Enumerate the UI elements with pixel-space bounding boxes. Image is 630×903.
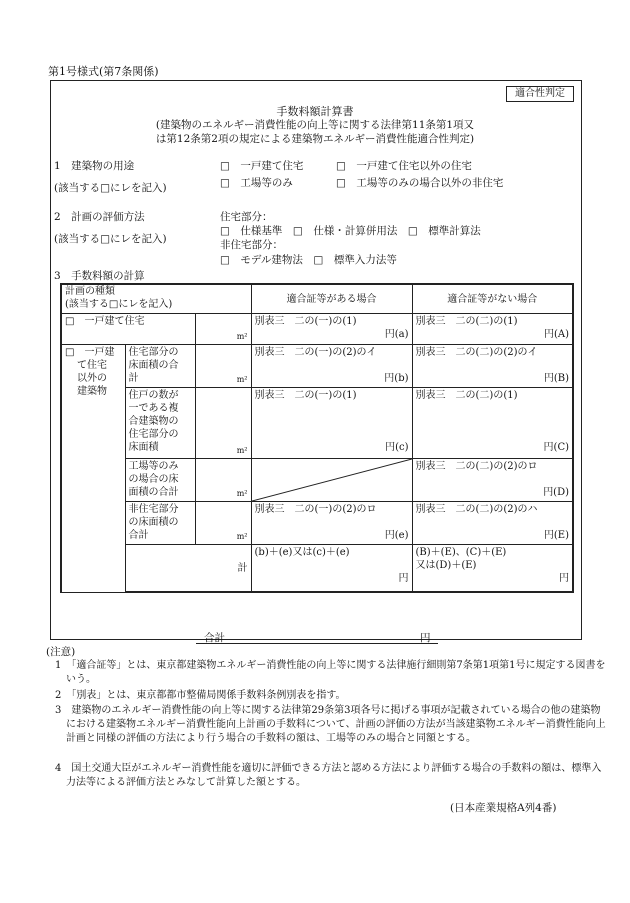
paper-size-footer: (日本産業規格A列4番) [450, 802, 557, 814]
fee-calculation-label: 3 手数料額の計算 [54, 270, 145, 282]
area-unit[interactable]: m² [195, 459, 251, 502]
form-number: 第1号様式(第7条関係) [48, 65, 159, 78]
evaluation-method-label: 2 計画の評価方法 [54, 211, 145, 223]
grand-total-unit: 円 [420, 632, 431, 644]
table-row-subtotal [61, 545, 573, 593]
note-1: 1 「適合証等」とは、東京都建築物エネルギー消費性能の向上等に関する法律施行細則第7条第1項第1号に規定する図書をいう。 [55, 660, 606, 685]
nonresidential-area-label: 非住宅部分 の床面積の 合計 [125, 502, 195, 545]
subtotal-without-cert-cell[interactable]: (B)＋(E)、(C)＋(E) 又は(D)＋(E) 円 [412, 545, 573, 593]
subtotal-label: 計 [125, 545, 251, 593]
nonresidential-method-options[interactable]: □ モデル建物法 □ 標準入力法等 [220, 254, 397, 266]
building-use-label: 1 建築物の用途 [54, 160, 135, 172]
detached-with-cert-cell[interactable]: 別表三 二の(一)の(1) 円(a) [251, 314, 412, 345]
factory-with-cert-cell-crossed [251, 459, 412, 502]
grand-total-underline[interactable] [196, 643, 438, 644]
note-3: 3 建築物のエネルギー消費性能の向上等に関する法律第29条第3項各号に掲げる事項が記載されている場合の他の建築物における建築物エネルギー消費性能向上計画の手数料について、計画の評価の方法が当該建築物エネルギー消費性能向上計画と同様の評価の方法により行う場合の手数料の額は、工場等のみの場合と同額とする。 [55, 705, 606, 744]
row-detached-label[interactable]: □ 一戸建て住宅 [61, 314, 195, 345]
multi-unit-label: 住戸の数が 一である複 合建築物の 住宅部分の 床面積 [125, 388, 195, 459]
row-other-building-label[interactable]: □ 一戸建 て住宅 以外の 建築物 [61, 345, 125, 593]
residential-part-label: 住宅部分： [220, 211, 273, 223]
note-2: 2 「別表」とは、東京都都市整備局関係手数料条例別表を指す。 [55, 690, 346, 701]
review-type-stamp: 適合性判定 [506, 86, 574, 102]
use-option-detached[interactable]: □ 一戸建て住宅 [220, 160, 304, 172]
area-unit[interactable]: m² [195, 345, 251, 388]
detached-without-cert-cell[interactable]: 別表三 二の(二)の(1) 円(A) [412, 314, 573, 345]
document-title: 手数料額計算書 [276, 105, 354, 118]
building-use-note: (該当する□にレを記入) [54, 182, 167, 194]
nonresidential-without-cert-cell[interactable]: 別表三 二の(二)の(2)のハ 円(E) [412, 502, 573, 545]
table-header-row [61, 284, 573, 314]
diagonal-strike-line [252, 459, 412, 501]
multi-unit-with-cert-cell[interactable]: 別表三 二の(一)の(1) 円(c) [251, 388, 412, 459]
table-row-multi-unit [61, 388, 573, 459]
header-with-certificate: 適合証等がある場合 [251, 284, 412, 314]
area-unit[interactable]: m² [195, 388, 251, 459]
use-option-other-nonresidential[interactable]: □ 工場等のみの場合以外の非住宅 [336, 177, 504, 189]
subtotal-with-cert-cell[interactable]: (b)＋(e)又は(c)＋(e) 円 [251, 545, 412, 593]
nonresidential-part-label: 非住宅部分： [220, 239, 283, 251]
table-row-residential-area [61, 345, 573, 388]
note-4: 4 国土交通大臣がエネルギー消費性能を適切に評価できる方法と認める方法により評価する場合の手数料の額は、標準入力法等による評価方法とみなして計算した額とする。 [55, 763, 602, 788]
factory-area-label: 工場等のみ の場合の床 面積の合計 [125, 459, 195, 502]
factory-without-cert-cell[interactable]: 別表三 二の(二)の(2)のロ 円(D) [412, 459, 573, 502]
notes-title: (注意) [46, 646, 76, 658]
document-subtitle-2: は第12条第2項の規定による建築物エネルギー消費性能適合性判定) [155, 133, 475, 145]
use-option-other-residential[interactable]: □ 一戸建て住宅以外の住宅 [336, 160, 472, 172]
table-row-factory [61, 459, 573, 502]
evaluation-method-note: (該当する□にレを記入) [54, 233, 167, 245]
residential-method-options[interactable]: □ 仕様基準 □ 仕様・計算併用法 □ 標準計算法 [220, 225, 481, 237]
use-option-factory[interactable]: □ 工場等のみ [220, 177, 293, 189]
residential-area-label: 住宅部分の 床面積の合 計 [125, 345, 195, 388]
area-unit[interactable]: m² [195, 314, 251, 345]
residential-with-cert-cell[interactable]: 別表三 二の(一)の(2)のイ 円(b) [251, 345, 412, 388]
grand-total-label: 合計 [204, 632, 225, 644]
nonresidential-with-cert-cell[interactable]: 別表三 二の(一)の(2)のロ 円(e) [251, 502, 412, 545]
table-row-detached [61, 314, 573, 345]
header-plan-type: 計画の種類 (該当する□にレを記入) [61, 284, 251, 314]
table-row-nonresidential [61, 502, 573, 545]
document-subtitle-1: (建築物のエネルギー消費性能の向上等に関する法律第11条第1項又 [155, 119, 475, 131]
multi-unit-without-cert-cell[interactable]: 別表三 二の(二)の(1) 円(C) [412, 388, 573, 459]
area-unit[interactable]: m² [195, 502, 251, 545]
header-without-certificate: 適合証等がない場合 [412, 284, 573, 314]
residential-without-cert-cell[interactable]: 別表三 二の(二)の(2)のイ 円(B) [412, 345, 573, 388]
fee-calculation-table [60, 283, 574, 593]
